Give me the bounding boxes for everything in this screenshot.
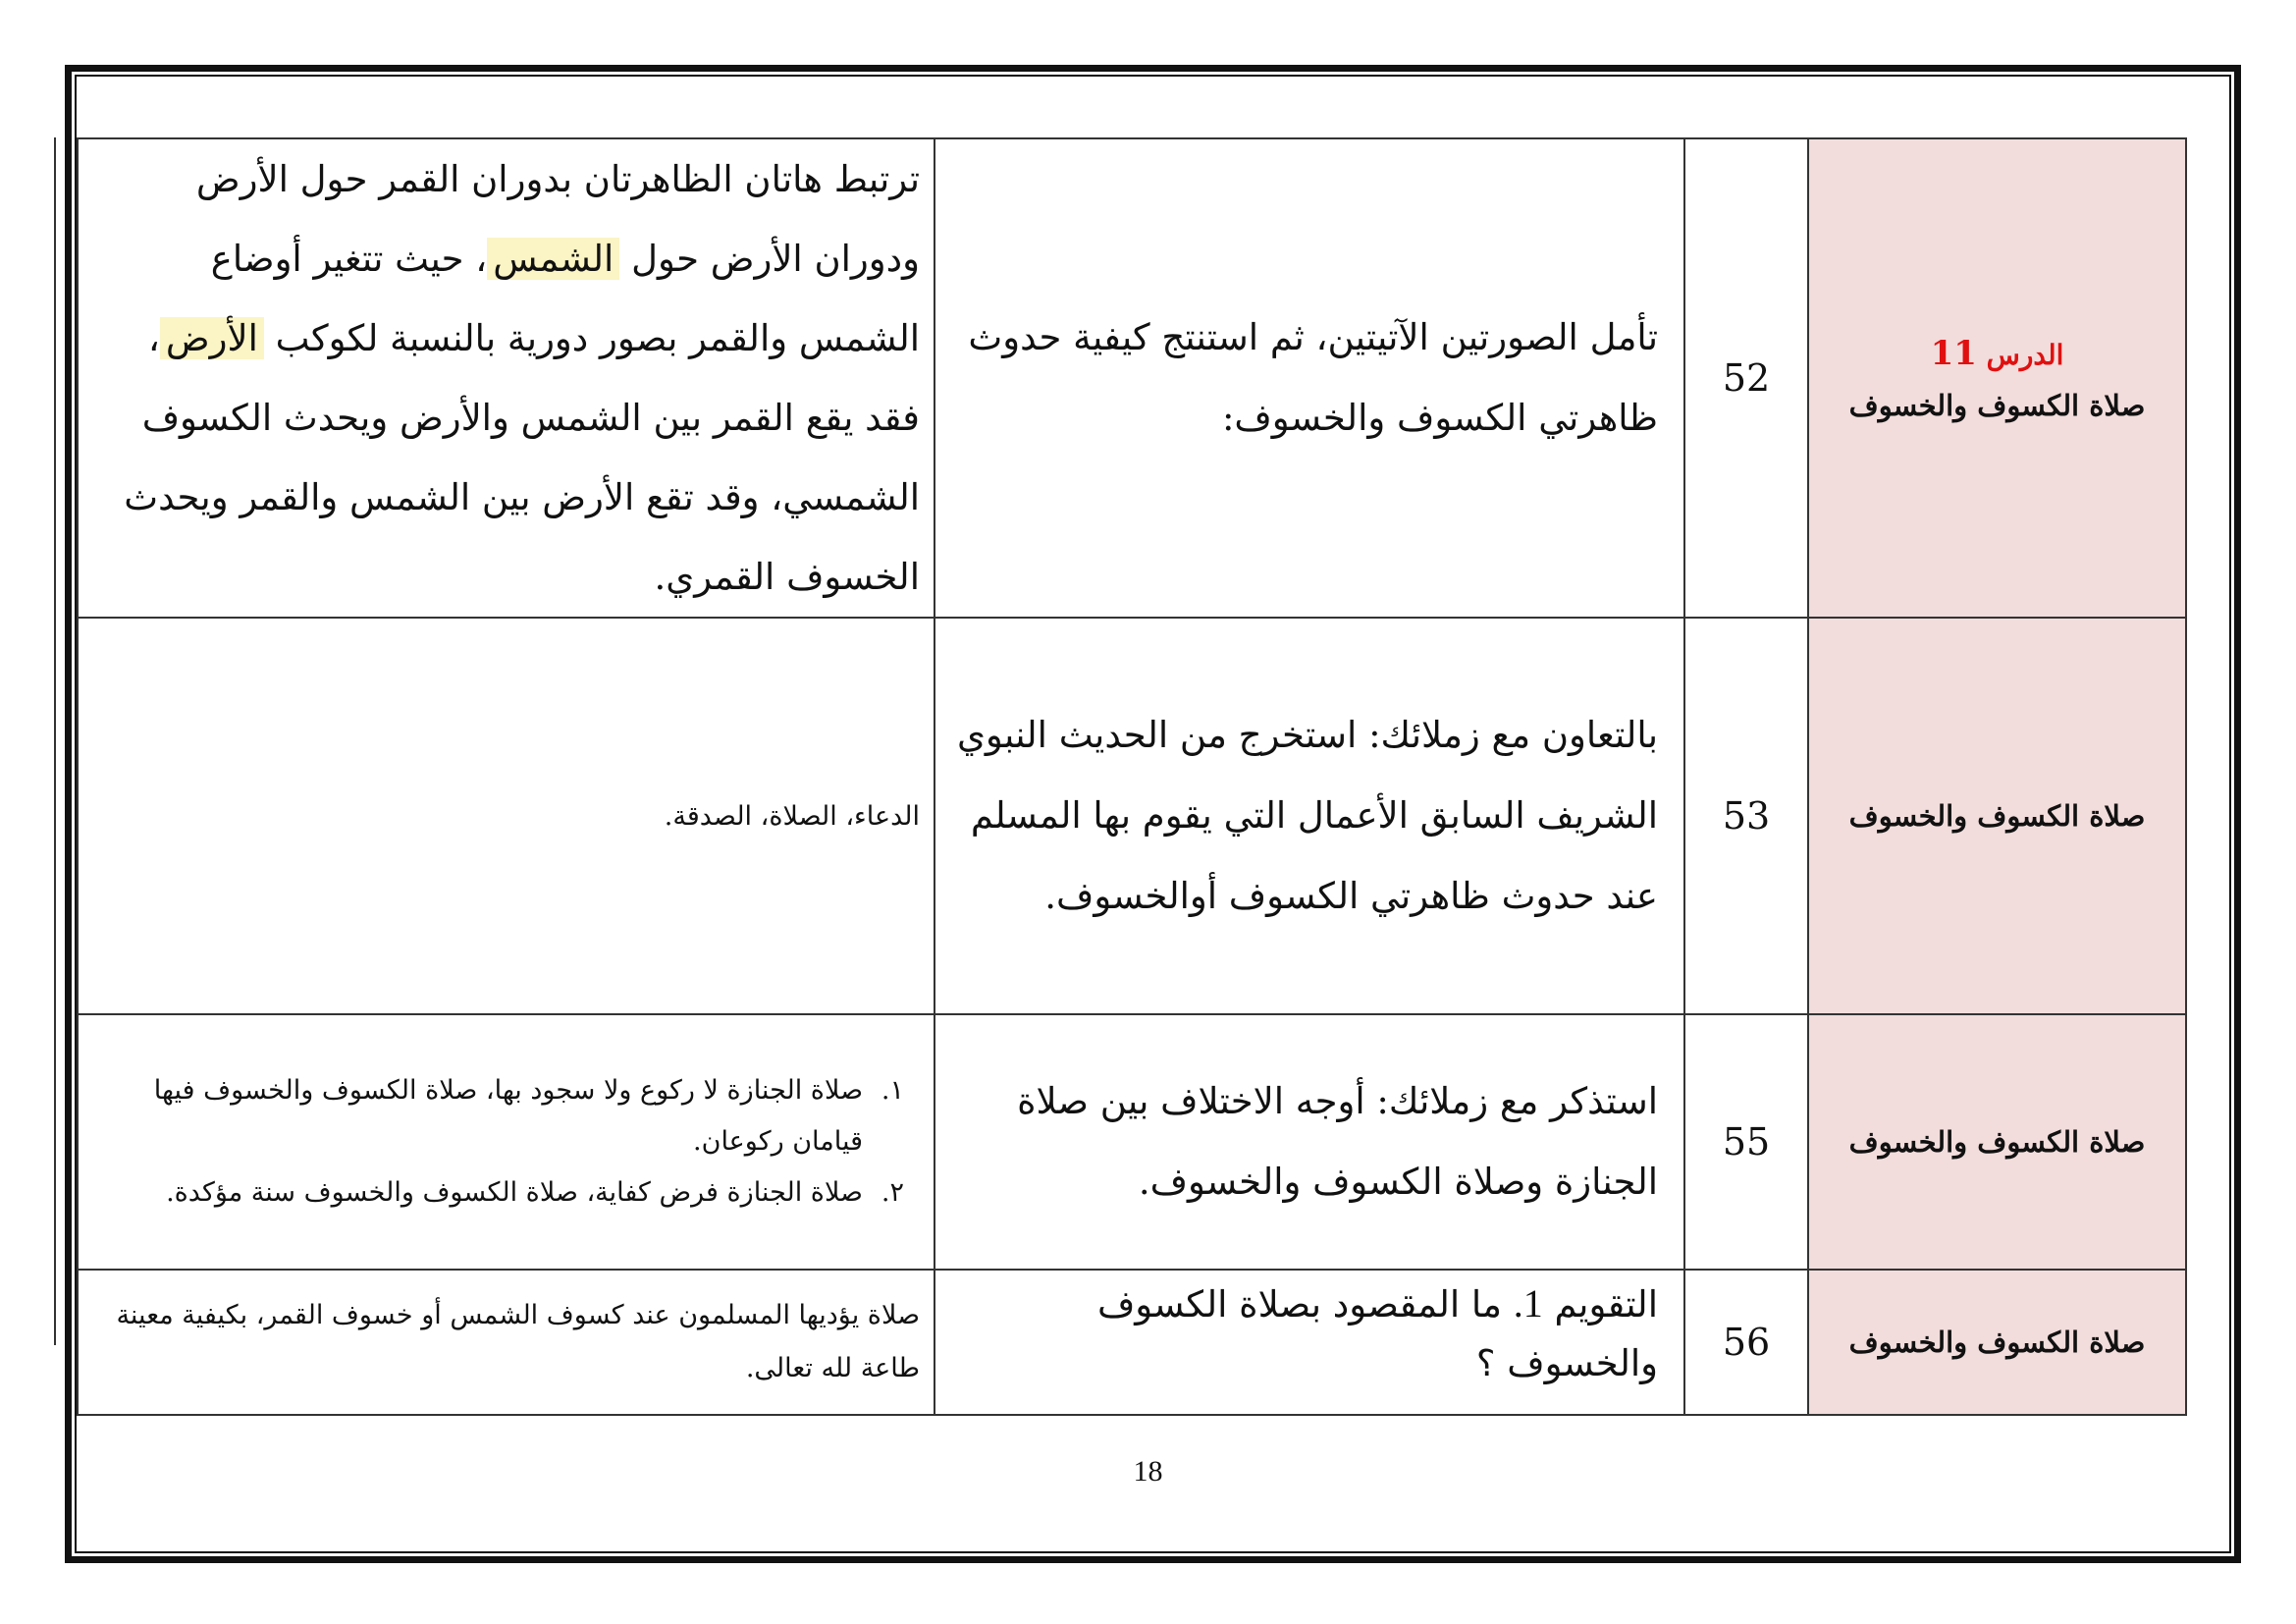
lesson-answers-table xyxy=(77,137,2187,1416)
answer-text: ، فقد يقع القمر بين الشمس والأرض ويحدث الكسوف الشمسي، وقد تقع الأرض بين الشمس والقمر ويحدث الخسوف القمري. xyxy=(124,317,920,598)
table-row xyxy=(78,618,2186,1014)
lesson-cell xyxy=(1808,618,2186,1014)
left-margin-rule xyxy=(54,548,56,945)
answer-list xyxy=(84,1065,920,1218)
task-prefix: التقويم xyxy=(1554,1283,1658,1326)
page-ref: 52 xyxy=(1722,356,1771,400)
list-item xyxy=(84,1167,904,1218)
page-number: 18 xyxy=(1133,1455,1163,1488)
list-marker: ١. xyxy=(881,1075,904,1106)
lesson-cell xyxy=(1808,1270,2186,1415)
left-margin-rule xyxy=(54,1200,56,1345)
table-row xyxy=(78,138,2186,618)
lesson-cell xyxy=(1808,1014,2186,1270)
lesson-title: صلاة الكسوف والخسوف xyxy=(1848,1125,2146,1159)
page-ref: 55 xyxy=(1722,1120,1771,1164)
highlighted-word: الأرض xyxy=(160,317,264,359)
lesson-cell xyxy=(1808,138,2186,618)
list-marker: ٢. xyxy=(881,1177,904,1208)
lesson-title: صلاة الكسوف والخسوف xyxy=(1848,389,2146,422)
page-ref-cell xyxy=(1684,138,1808,618)
task-text: بالتعاون مع زملائك: استخرج من الحديث النبوي الشريف السابق الأعمال التي يقوم بها المسلم عند حدوث ظاهرتي الكسوف أوالخسوف. xyxy=(956,714,1658,917)
answer-text: صلاة يؤديها المسلمون عند كسوف الشمس أو خسوف القمر، بكيفية معينة طاعة لله تعالى. xyxy=(116,1300,920,1383)
left-margin-rule xyxy=(54,945,56,1200)
task-number: 1. xyxy=(1513,1281,1543,1326)
list-item xyxy=(84,1065,904,1167)
task-cell xyxy=(934,1014,1684,1270)
page-ref-cell xyxy=(1684,1270,1808,1415)
lesson-title: صلاة الكسوف والخسوف xyxy=(1848,799,2146,833)
answer-cell xyxy=(78,1270,934,1415)
answer-text: الدعاء، الصلاة، الصدقة. xyxy=(664,800,920,832)
task-cell xyxy=(934,618,1684,1014)
page-ref-cell xyxy=(1684,618,1808,1014)
list-item-text: صلاة الجنازة فرض كفاية، صلاة الكسوف والخسوف سنة مؤكدة. xyxy=(166,1177,863,1208)
lesson-number xyxy=(1810,334,2184,373)
list-item-text: صلاة الجنازة لا ركوع ولا سجود بها، صلاة الكسوف والخسوف فيها قيامان ركوعان. xyxy=(153,1075,863,1157)
task-cell xyxy=(934,1270,1684,1415)
task-text: تأمل الصورتين الآتيتين، ثم استنتج كيفية حدوث ظاهرتي الكسوف والخسوف: xyxy=(968,316,1658,439)
table-row xyxy=(78,1270,2186,1415)
task-cell xyxy=(934,138,1684,618)
left-margin-rule xyxy=(54,137,56,548)
task-text: استذكر مع زملائك: أوجه الاختلاف بين صلاة الجنازة وصلاة الكسوف والخسوف. xyxy=(1017,1080,1658,1203)
page-ref-cell xyxy=(1684,1014,1808,1270)
table-row xyxy=(78,1014,2186,1270)
lesson-number-value: 11 xyxy=(1930,334,1977,373)
page-ref: 53 xyxy=(1722,794,1771,838)
task-text: ما المقصود بصلاة الكسوف والخسوف ؟ xyxy=(1096,1283,1658,1384)
lesson-label: الدرس xyxy=(1986,339,2064,371)
lesson-title: صلاة الكسوف والخسوف xyxy=(1848,1326,2146,1359)
answer-cell xyxy=(78,618,934,1014)
answer-text: ، حيث تتغير أوضاع الشمس والقمر بصور دورية بالنسبة لكوكب xyxy=(210,238,920,359)
answer-cell xyxy=(78,138,934,618)
answer-cell xyxy=(78,1014,934,1270)
highlighted-word: الشمس xyxy=(487,238,619,280)
answer-text: ترتبط هاتان الظاهرتان بدوران القمر حول الأرض ودوران الأرض حول xyxy=(195,158,920,280)
page-ref: 56 xyxy=(1722,1321,1771,1364)
